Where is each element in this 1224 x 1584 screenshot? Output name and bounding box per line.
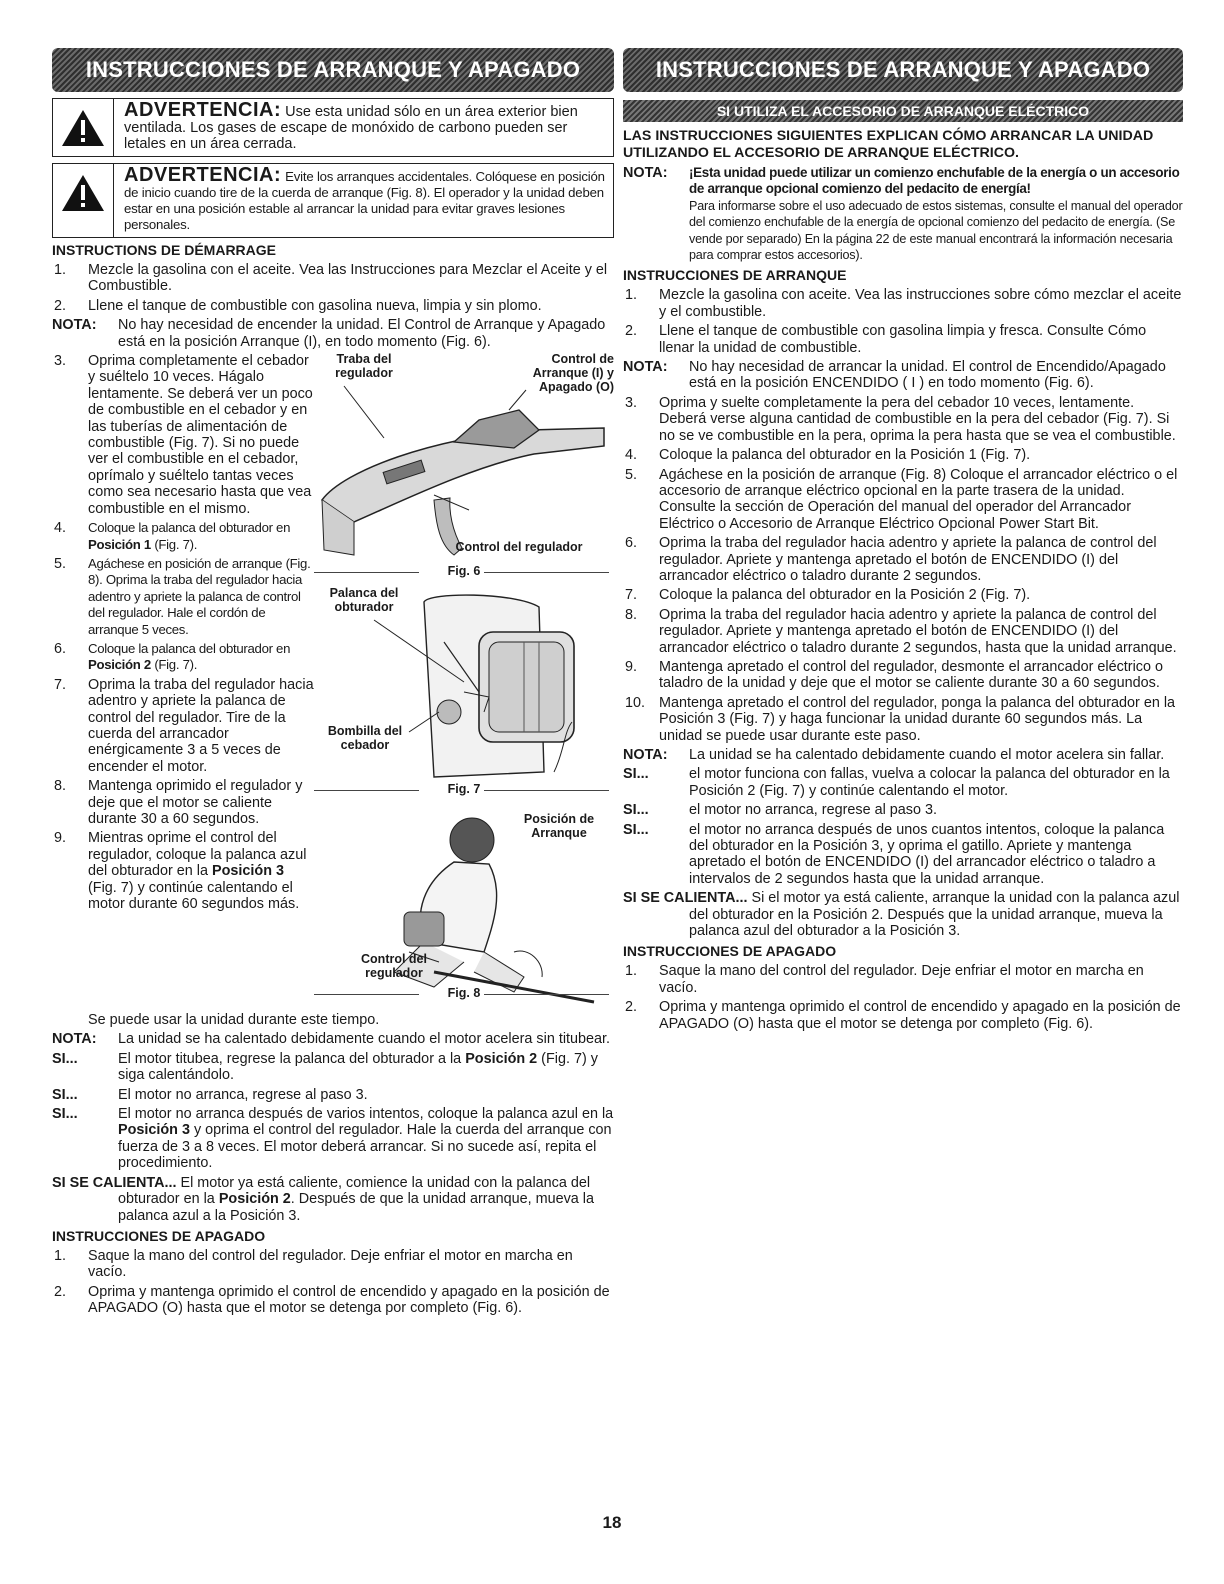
item-text: Mantenga apretado el control del regulador, desmonte el arrancador eléctrico o taladro de la unidad y deje que el motor se caliente durante 30 a 60 segundos. xyxy=(659,658,1163,692)
figure-caption: Fig. 6 xyxy=(447,564,481,579)
list-item xyxy=(623,447,1183,463)
item-text: (Fig. 7) y continúe calentando el motor durante 60 segundos más. xyxy=(88,879,300,913)
list-item xyxy=(623,695,1183,744)
figure-caption: Fig. 8 xyxy=(447,986,481,1001)
item-number: 4. xyxy=(625,447,638,464)
item-text: Coloque la palanca del obturador en la Posición 1 (Fig. 7). xyxy=(659,447,1031,464)
condition-label: SI... xyxy=(623,821,649,838)
item-emphasis: Posición 3 xyxy=(212,863,284,880)
section-heading: INSTRUCCIONES DE ARRANQUE xyxy=(623,267,847,284)
item-text: Llene el tanque de combustible con gasolina limpia y fresca. Consulte Cómo llenar la unidad de combustible. xyxy=(659,323,1147,356)
condition-label: SI... xyxy=(52,1086,78,1103)
list-item xyxy=(52,353,314,517)
condition-emphasis: Posición 2 xyxy=(465,1050,538,1067)
hot-label: SI SE CALIENTA... xyxy=(623,890,748,907)
list-item xyxy=(52,677,314,775)
starting-position-illustration xyxy=(314,802,614,1012)
condition-text: El motor titubea, regrese la palanca del obturador a la xyxy=(118,1050,466,1067)
section-heading: INSTRUCTIONS DE DÉMARRAGE xyxy=(52,242,277,258)
list-item xyxy=(52,830,314,912)
item-number: 3. xyxy=(625,394,638,411)
figure-label: Posición de Arranque xyxy=(523,812,595,841)
item-text: Mezcle la gasolina con aceite. Vea las instrucciones sobre cómo mezclar el aceite y el combustible. xyxy=(659,287,1182,320)
item-text: Coloque la palanca del obturador en la Posición 2 (Fig. 7). xyxy=(659,587,1031,604)
item-number: 8. xyxy=(625,606,638,623)
item-text: Saque la mano del control del regulador. Deje enfriar el motor en marcha en vacío. xyxy=(659,963,1144,996)
right-column xyxy=(623,48,1183,1032)
list-item xyxy=(623,287,1183,320)
item-text: Oprima completamente el cebador y suéltelo 10 veces. Hágalo lentamente. Se deberá ver un poco de combustible en el cebador y en las tuberías de alimentación de combustible (Fig. 7). Si no puede ver el combustible en el cebador, oprímalo y suéltelo tantas veces como sea necesario hasta que vea combustible en el mismo. xyxy=(88,353,313,517)
item-text: Oprima la traba del regulador hacia adentro y apriete la palanca de control del regulador. Tire de la cuerda del arrancador enérgicamente 3 a 5 veces de encender el motor. xyxy=(88,676,314,775)
figure-6 xyxy=(314,350,614,582)
note-text: La unidad se ha calentado debidamente cuando el motor acelera sin fallar. xyxy=(689,747,1165,763)
note-text: ¡Esta unidad puede utilizar un comienzo enchufable de la energía o un accesorio de arranque opcional comienzo del pedacito de energía! xyxy=(689,165,1180,197)
item-emphasis: Posición 2 xyxy=(88,657,151,673)
condition-text: el motor funciona con fallas, vuelva a colocar la palanca del obturador en la Posición 2 (Fig. 7) y continúe calentando el motor. xyxy=(689,766,1170,799)
note-label: NOTA: xyxy=(623,359,668,376)
warning-box xyxy=(52,163,614,238)
note-text: Para informarse sobre el uso adecuado de estos sistemas, consulte el manual del operador del comienzo enchufable de la energía de opcional comienzo del pedacito de energía. (Se vende por separado) En la página 22 de este manual encontrará la información necesaria para comprar estos accesorios). xyxy=(689,198,1183,263)
warning-triangle-icon xyxy=(53,164,114,237)
hot-text: Si el motor ya está caliente, arranque la unidad con la palanca azul del obturador en la Posición 2. Después que la unidad arranque, mueva la palanca azul del obturador a la Posición 3. xyxy=(689,890,1180,940)
hot-engine-note xyxy=(52,1175,614,1224)
figure-label: Bombilla del cebador xyxy=(327,724,403,753)
item-text: Oprima y suelte completamente la pera del cebador 10 veces, lentamente. Deberá verse alguna cantidad de combustible en la pera del cebador (Fig. 7). Si no se ve combustible en la pera, oprima la pera hasta que se vea el combustible. xyxy=(659,394,1176,444)
note-label: NOTA: xyxy=(623,747,668,763)
item-number: 8. xyxy=(54,778,67,795)
condition-label: SI... xyxy=(52,1050,78,1067)
caption-rule xyxy=(314,572,419,573)
note xyxy=(623,165,1183,263)
item-emphasis: Posición 1 xyxy=(88,536,151,552)
item-number: 1. xyxy=(625,287,638,304)
section-banner: INSTRUCCIONES DE ARRANQUE Y APAGADO xyxy=(52,48,614,92)
list-item xyxy=(52,1248,614,1281)
list-item xyxy=(52,298,614,314)
item-number: 2. xyxy=(625,323,638,340)
item-number: 2. xyxy=(54,1283,67,1300)
condition-label: SI... xyxy=(623,766,649,783)
engine-illustration xyxy=(314,582,614,802)
figure-label: Control del regulador xyxy=(455,540,583,555)
item-text: Mezcle la gasolina con el aceite. Vea las Instrucciones para Mezclar el Aceite y el Combustible. xyxy=(88,262,608,295)
item-text: (Fig. 7). xyxy=(150,657,198,673)
section-banner: INSTRUCCIONES DE ARRANQUE Y APAGADO xyxy=(623,48,1183,92)
item-text: Agáchese en la posición de arranque (Fig. 8) Coloque el arrancador eléctrico o el accesorio de arranque eléctrico opcional en la parte trasera de la unidad. Consulte la sección de Operación del manual del operador del Arrancador Eléctrico o Accesorio de Arranque Eléctrico Opcional Power Start Bit. xyxy=(659,466,1178,532)
condition-text: El motor no arranca, regrese al paso 3. xyxy=(118,1086,368,1103)
page-number: 18 xyxy=(602,1513,622,1532)
figure-label: Control del regulador xyxy=(361,952,427,981)
figure-label: Traba del regulador xyxy=(335,352,393,381)
item-number: 5. xyxy=(54,555,67,572)
paragraph: Se puede usar la unidad durante este tiempo. xyxy=(88,1012,380,1029)
list-item xyxy=(623,999,1183,1032)
note-label: NOTA: xyxy=(52,1031,97,1048)
condition xyxy=(623,802,1183,818)
hot-text: . Después de que la unidad arranque, mueva la palanca azul a la Posición 3. xyxy=(118,1191,595,1224)
item-number: 5. xyxy=(625,466,638,483)
item-number: 1. xyxy=(54,262,67,278)
condition-text: el motor no arranca, regrese al paso 3. xyxy=(689,802,937,819)
list-item xyxy=(623,587,1183,603)
figure-label: Palanca del obturador xyxy=(329,586,399,615)
condition-text: el motor no arranca después de unos cuantos intentos, coloque la palanca del obturador en la Posición 3, y oprima el gatillo. Apriete y mantenga apretado el botón de ENCENDIDO (I) del arrancador eléctrico o taladro a intervalos de 2 segundos hasta que la unidad arranque. xyxy=(689,821,1165,887)
list-item xyxy=(52,520,314,553)
note-label: NOTA: xyxy=(52,317,97,334)
warning-heading: ADVERTENCIA: xyxy=(124,164,282,186)
item-text: Llene el tanque de combustible con gasolina nueva, limpia y sin plomo. xyxy=(88,297,542,314)
note-label: NOTA: xyxy=(623,165,668,181)
warning-triangle-icon xyxy=(53,99,114,156)
item-text: Mantenga apretado el control del regulador, ponga la palanca del obturador en la Posición 3 (Fig. 7) y haga funcionar la unidad durante 60 segundos más. La unidad se puede usar durante este paso. xyxy=(659,694,1176,744)
caption-rule xyxy=(314,994,419,995)
item-text: Saque la mano del control del regulador. Deje enfriar el motor en marcha en vacío. xyxy=(88,1247,573,1281)
figure-8 xyxy=(314,802,614,1012)
item-number: 3. xyxy=(54,353,67,370)
condition xyxy=(52,1087,614,1103)
list-item xyxy=(52,778,314,827)
item-text: Oprima y mantenga oprimido el control de encendido y apagado en la posición de APAGADO (O) hasta que el motor se detenga por completo (Fig. 6). xyxy=(88,1283,610,1317)
list-item xyxy=(52,1284,614,1317)
condition-text: y oprima el control del regulador. Hale la cuerda del arranque con fuerza de 3 a 8 veces. El motor deberá arrancar. Si no sucede así, repita el procedimiento. xyxy=(118,1122,612,1172)
item-text: Coloque la palanca del obturador en xyxy=(88,520,291,536)
caption-rule xyxy=(484,994,609,995)
section-heading: INSTRUCCIONES DE APAGADO xyxy=(623,943,837,960)
hot-engine-note xyxy=(623,890,1183,939)
item-text: Oprima la traba del regulador hacia adentro y apriete la palanca de control del regulador. Apriete y mantenga apretado el botón de ENCENDIDO (I) del arrancador eléctrico o taladro durante 2 segundos. xyxy=(659,535,1157,584)
note xyxy=(52,317,614,350)
figure-7 xyxy=(314,582,614,802)
condition xyxy=(623,766,1183,799)
caption-rule xyxy=(484,790,609,791)
list-item xyxy=(623,323,1183,356)
item-text: (Fig. 7). xyxy=(150,536,198,552)
item-number: 4. xyxy=(54,520,67,537)
item-text: Mientras oprime el control del regulador, coloque la palanca azul del obturador en la xyxy=(88,830,307,880)
note-text: No hay necesidad de encender la unidad. El Control de Arranque y Apagado está en la posición Arranque (I), en todo momento (Fig. 6). xyxy=(118,317,606,350)
list-item xyxy=(52,641,314,674)
figure-caption: Fig. 7 xyxy=(447,782,481,797)
item-text: Mantenga oprimido el regulador y deje que el motor se caliente durante 30 a 60 segundos. xyxy=(88,778,303,827)
hot-text: El motor ya está caliente, comience la unidad con la palanca del obturador en la xyxy=(118,1174,591,1208)
warning-text: Use esta unidad sólo en un área exterior bien ventilada. Los gases de escape de monóxido de carbono pueden ser letales en un área cerrada. xyxy=(124,104,578,152)
item-number: 6. xyxy=(54,640,67,657)
list-item xyxy=(623,963,1183,996)
item-text: Oprima y mantenga oprimido el control de encendido y apagado en la posición de APAGADO (O) hasta que el motor se detenga por completo (Fig. 6). xyxy=(659,999,1181,1032)
item-number: 9. xyxy=(54,830,67,847)
item-number: 10. xyxy=(625,694,646,711)
list-item xyxy=(623,535,1183,584)
item-number: 2. xyxy=(54,297,67,314)
note xyxy=(623,359,1183,392)
item-text: Agáchese en posición de arranque (Fig. 8). Oprima la traba del regulador hacia adentro y apriete la palanca de control del regulador. Hale el cordón de arranque 5 veces. xyxy=(88,555,311,637)
condition xyxy=(52,1106,614,1172)
item-number: 7. xyxy=(625,587,638,604)
steps-with-figures xyxy=(52,350,614,1012)
list-item xyxy=(623,607,1183,656)
item-text: Oprima la traba del regulador hacia adentro y apriete la palanca de control del regulador. Apriete y mantenga apretado el botón de ENCENDIDO (I) del arrancador eléctrico o taladro durante 2 segundos, hasta que la unidad arranque. xyxy=(659,606,1177,656)
note-text: La unidad se ha calentado debidamente cuando el motor acelera sin titubear. xyxy=(118,1031,611,1048)
item-number: 9. xyxy=(625,658,638,675)
list-item xyxy=(623,659,1183,692)
list-item xyxy=(623,395,1183,444)
item-number: 6. xyxy=(625,535,638,552)
caption-rule xyxy=(484,572,609,573)
warning-box xyxy=(52,98,614,157)
warning-heading: ADVERTENCIA: xyxy=(124,99,282,121)
condition-label: SI... xyxy=(623,802,649,819)
caption-rule xyxy=(314,790,419,791)
hot-emphasis: Posición 2 xyxy=(218,1191,291,1208)
left-column xyxy=(52,48,614,1317)
condition-emphasis: Posición 3 xyxy=(118,1122,190,1139)
lead-text: LAS INSTRUCCIONES SIGUIENTES EXPLICAN CÓMO ARRANCAR LA UNIDAD UTILIZANDO EL ACCESORIO DE ARRANQUE ELÉCTRICO. xyxy=(623,128,1154,161)
condition-text: El motor no arranca después de varios intentos, coloque la palanca azul en la xyxy=(118,1106,614,1123)
note-text: No hay necesidad de arrancar la unidad. El control de Encendido/Apagado está en la posición ENCENDIDO ( I ) en todo momento (Fig. 6). xyxy=(689,359,1166,392)
list-item xyxy=(52,262,614,295)
item-number: 1. xyxy=(54,1247,67,1264)
list-item xyxy=(52,556,314,638)
item-text: Coloque la palanca del obturador en xyxy=(88,640,291,656)
condition xyxy=(623,822,1183,888)
figures xyxy=(314,350,614,1012)
condition-label: SI... xyxy=(52,1106,78,1123)
list-item xyxy=(623,467,1183,533)
figure-label: Control de Arranque (I) y Apagado (O) xyxy=(532,352,614,395)
note xyxy=(52,1031,614,1047)
condition-text: (Fig. 7) y siga calentándolo. xyxy=(118,1050,598,1084)
item-number: 7. xyxy=(54,676,67,693)
warning-text: Evite los arranques accidentales. Colóquese en posición de inicio cuando tire de la cuerda de arranque (Fig. 8). El operador y la unidad deben estar en una posición estable al arrancar la unidad para evitar graves lesiones personales. xyxy=(124,169,605,232)
section-heading: INSTRUCCIONES DE APAGADO xyxy=(52,1227,266,1244)
condition xyxy=(52,1051,614,1084)
sub-banner: SI UTILIZA EL ACCESORIO DE ARRANQUE ELÉCTRICO xyxy=(623,100,1183,122)
item-number: 1. xyxy=(625,963,638,980)
hot-label: SI SE CALIENTA... xyxy=(52,1174,177,1191)
note xyxy=(623,747,1183,763)
item-number: 2. xyxy=(625,999,638,1016)
